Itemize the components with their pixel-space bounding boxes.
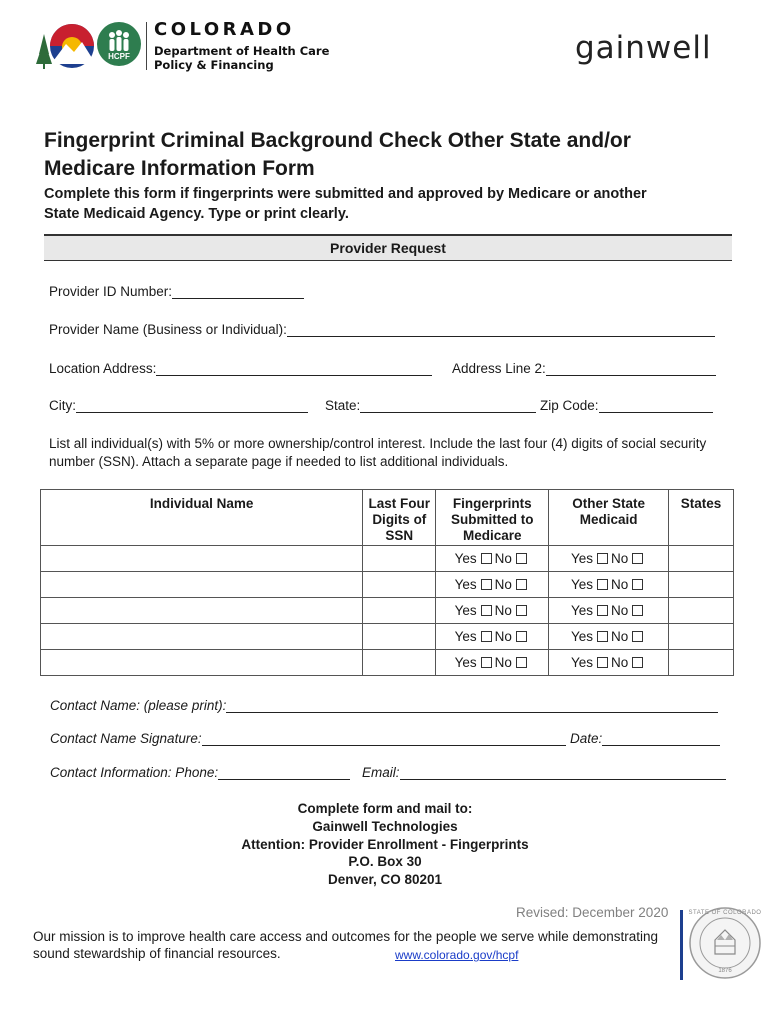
other-state-yes-no xyxy=(571,603,646,618)
other-state-yes-no xyxy=(571,551,646,566)
mail-po-box: P.O. Box 30 xyxy=(348,854,422,870)
yes-label: Yes xyxy=(454,551,477,566)
footer-divider xyxy=(680,910,683,980)
no-label: No xyxy=(494,629,512,644)
state-label: State: xyxy=(325,398,361,413)
table-row xyxy=(41,572,734,598)
no-label: No xyxy=(494,603,512,618)
fingerprints-no-checkbox[interactable] xyxy=(516,657,527,668)
email-input[interactable] xyxy=(400,765,726,780)
hcpf-badge: HCPF xyxy=(108,52,130,61)
mail-company: Gainwell Technologies xyxy=(312,818,458,834)
no-label: No xyxy=(610,603,629,618)
state-field xyxy=(325,398,536,413)
provider-id-label: Provider ID Number: xyxy=(49,284,173,299)
phone-label: Contact Information: Phone: xyxy=(50,765,219,780)
mail-attention: Attention: Provider Enrollment - Fingerprints xyxy=(241,836,529,852)
no-label: No xyxy=(610,655,629,670)
no-label: No xyxy=(610,629,629,644)
mail-block xyxy=(0,800,770,889)
other-state-cell xyxy=(549,598,669,624)
mail-heading: Complete form and mail to: xyxy=(297,801,473,816)
fingerprints-yes-checkbox[interactable] xyxy=(481,579,492,590)
states-cell[interactable] xyxy=(669,572,734,598)
ssn-cell[interactable] xyxy=(363,624,436,650)
ssn-cell[interactable] xyxy=(363,546,436,572)
no-label: No xyxy=(610,551,629,566)
seal-text: STATE OF COLORADO xyxy=(688,910,762,916)
other-state-yes-checkbox[interactable] xyxy=(597,631,608,642)
city-label: City: xyxy=(49,398,76,413)
header-ssn-line2: Digits of xyxy=(372,512,427,527)
fingerprints-no-checkbox[interactable] xyxy=(516,553,527,564)
other-state-yes-no xyxy=(571,629,646,644)
department-name-line2: Policy & Financing xyxy=(154,58,274,72)
other-state-yes-checkbox[interactable] xyxy=(597,579,608,590)
contact-signature-label: Contact Name Signature: xyxy=(50,731,202,746)
yes-label: Yes xyxy=(570,629,593,644)
colorado-logo xyxy=(32,20,96,72)
fingerprints-cell xyxy=(436,624,549,650)
hcpf-link[interactable]: www.colorado.gov/hcpf xyxy=(395,948,519,962)
provider-name-label: Provider Name (Business or Individual): xyxy=(49,322,287,337)
fingerprints-cell xyxy=(436,546,549,572)
city-field xyxy=(49,398,308,413)
date-input[interactable] xyxy=(602,731,720,746)
contact-name-input[interactable] xyxy=(226,698,718,713)
revised-date: Revised: December 2020 xyxy=(516,905,669,920)
header-os-line1: Other State xyxy=(572,496,645,511)
no-label: No xyxy=(494,577,512,592)
state-input[interactable] xyxy=(360,398,536,413)
fingerprints-yes-no xyxy=(455,551,530,566)
zip-input[interactable] xyxy=(599,398,713,413)
provider-name-field xyxy=(49,322,715,337)
table-row xyxy=(41,650,734,676)
fingerprints-cell xyxy=(436,572,549,598)
section-bar xyxy=(44,234,732,261)
ssn-cell[interactable] xyxy=(363,650,436,676)
colorado-flag-icon xyxy=(32,20,96,72)
form-title-line2: Medicare Information Form xyxy=(44,157,315,180)
header-ssn-line1: Last Four xyxy=(368,496,431,511)
fingerprints-cell xyxy=(436,598,549,624)
individual-name-cell[interactable] xyxy=(41,650,363,676)
other-state-yes-checkbox[interactable] xyxy=(597,657,608,668)
no-label: No xyxy=(610,577,629,592)
fingerprints-yes-no xyxy=(455,655,530,670)
header-fp-line3: Medicare xyxy=(462,528,522,543)
form-title-line1: Fingerprint Criminal Background Check Other State and/or xyxy=(44,129,631,152)
email-label: Email: xyxy=(362,765,400,780)
table-row xyxy=(41,546,734,572)
contact-name-field xyxy=(50,698,718,713)
fingerprints-yes-checkbox[interactable] xyxy=(481,605,492,616)
other-state-no-checkbox[interactable] xyxy=(632,553,643,564)
department-name-line1: Department of Health Care xyxy=(154,44,330,58)
fingerprints-no-checkbox[interactable] xyxy=(516,631,527,642)
location-address-field xyxy=(49,361,432,376)
phone-input[interactable] xyxy=(218,765,350,780)
yes-label: Yes xyxy=(454,629,477,644)
no-label: No xyxy=(494,655,512,670)
header-os-line2: Medicaid xyxy=(579,512,638,527)
header-other-state xyxy=(549,490,669,546)
yes-label: Yes xyxy=(570,603,593,618)
states-cell[interactable] xyxy=(669,546,734,572)
section-title: Provider Request xyxy=(330,240,446,256)
individual-name-cell[interactable] xyxy=(41,572,363,598)
gainwell-wordmark: gainwell xyxy=(575,30,712,66)
city-input[interactable] xyxy=(76,398,308,413)
fingerprints-yes-checkbox[interactable] xyxy=(481,657,492,668)
fingerprints-no-checkbox[interactable] xyxy=(516,605,527,616)
header-fp-line2: Submitted to xyxy=(450,512,534,527)
other-state-no-checkbox[interactable] xyxy=(632,605,643,616)
states-cell[interactable] xyxy=(669,598,734,624)
instruction-line1: List all individual(s) with 5% or more ownership/control interest. Include the last four (4) digits of social security xyxy=(49,436,707,451)
header-ssn xyxy=(363,490,436,546)
other-state-no-checkbox[interactable] xyxy=(632,631,643,642)
address-line2-input[interactable] xyxy=(546,361,716,376)
form-subtitle-line2: State Medicaid Agency. Type or print clearly. xyxy=(44,206,349,222)
location-address-label: Location Address: xyxy=(49,361,157,376)
table-header-row xyxy=(41,490,734,546)
other-state-no-checkbox[interactable] xyxy=(632,657,643,668)
states-cell[interactable] xyxy=(669,624,734,650)
state-seal xyxy=(688,906,762,980)
gainwell-logo xyxy=(575,30,712,66)
fingerprints-yes-no xyxy=(455,577,530,592)
ownership-table xyxy=(40,489,734,676)
date-field xyxy=(570,731,720,746)
states-cell[interactable] xyxy=(669,650,734,676)
zip-field xyxy=(540,398,713,413)
zip-label: Zip Code: xyxy=(540,398,599,413)
table-row xyxy=(41,598,734,624)
yes-label: Yes xyxy=(454,603,477,618)
contact-signature-field xyxy=(50,731,566,746)
provider-id-field xyxy=(49,284,304,299)
header-divider xyxy=(146,22,147,70)
other-state-yes-no xyxy=(571,655,646,670)
ssn-cell[interactable] xyxy=(363,598,436,624)
seal-year: 1876 xyxy=(718,968,732,974)
mission-line1: Our mission is to improve health care access and outcomes for the people we serve while demonstrating xyxy=(33,929,659,944)
state-name: COLORADO xyxy=(154,19,295,40)
phone-field xyxy=(50,765,350,780)
address-line2-label: Address Line 2: xyxy=(452,361,546,376)
other-state-cell xyxy=(549,572,669,598)
header-individual-name: Individual Name xyxy=(41,490,363,546)
provider-id-input[interactable] xyxy=(172,284,304,299)
mission-line2: sound stewardship of financial resources. xyxy=(33,946,281,961)
yes-label: Yes xyxy=(454,655,477,670)
other-state-no-checkbox[interactable] xyxy=(632,579,643,590)
location-address-input[interactable] xyxy=(156,361,432,376)
form-subtitle-line1: Complete this form if fingerprints were submitted and approved by Medicare or another xyxy=(44,186,647,202)
fingerprints-cell xyxy=(436,650,549,676)
provider-name-input[interactable] xyxy=(287,322,715,337)
yes-label: Yes xyxy=(570,577,593,592)
hcpf-logo xyxy=(97,20,141,68)
other-state-cell xyxy=(549,546,669,572)
fingerprints-yes-checkbox[interactable] xyxy=(481,631,492,642)
fingerprints-yes-no xyxy=(455,603,530,618)
header-states: States xyxy=(669,490,734,546)
yes-label: Yes xyxy=(570,655,593,670)
no-label: No xyxy=(494,551,512,566)
contact-signature-input[interactable] xyxy=(202,731,566,746)
other-state-cell xyxy=(549,624,669,650)
ssn-cell[interactable] xyxy=(363,572,436,598)
contact-name-label: Contact Name: (please print): xyxy=(50,698,227,713)
individual-name-cell[interactable] xyxy=(41,598,363,624)
email-field xyxy=(362,765,726,780)
header-ssn-line3: SSN xyxy=(385,528,414,543)
fingerprints-no-checkbox[interactable] xyxy=(516,579,527,590)
instruction-line2: number (SSN). Attach a separate page if needed to list additional individuals. xyxy=(49,454,509,469)
fingerprints-yes-no xyxy=(455,629,530,644)
other-state-yes-no xyxy=(571,577,646,592)
table-row xyxy=(41,624,734,650)
header-fp-line1: Fingerprints xyxy=(452,496,532,511)
yes-label: Yes xyxy=(454,577,477,592)
other-state-yes-checkbox[interactable] xyxy=(597,605,608,616)
header-fingerprints xyxy=(436,490,549,546)
individual-name-cell[interactable] xyxy=(41,546,363,572)
mail-city-zip: Denver, CO 80201 xyxy=(327,872,443,888)
other-state-yes-checkbox[interactable] xyxy=(597,553,608,564)
address-line2-field xyxy=(452,361,716,376)
individual-name-cell[interactable] xyxy=(41,624,363,650)
date-label: Date: xyxy=(570,731,603,746)
other-state-cell xyxy=(549,650,669,676)
fingerprints-yes-checkbox[interactable] xyxy=(481,553,492,564)
yes-label: Yes xyxy=(570,551,593,566)
